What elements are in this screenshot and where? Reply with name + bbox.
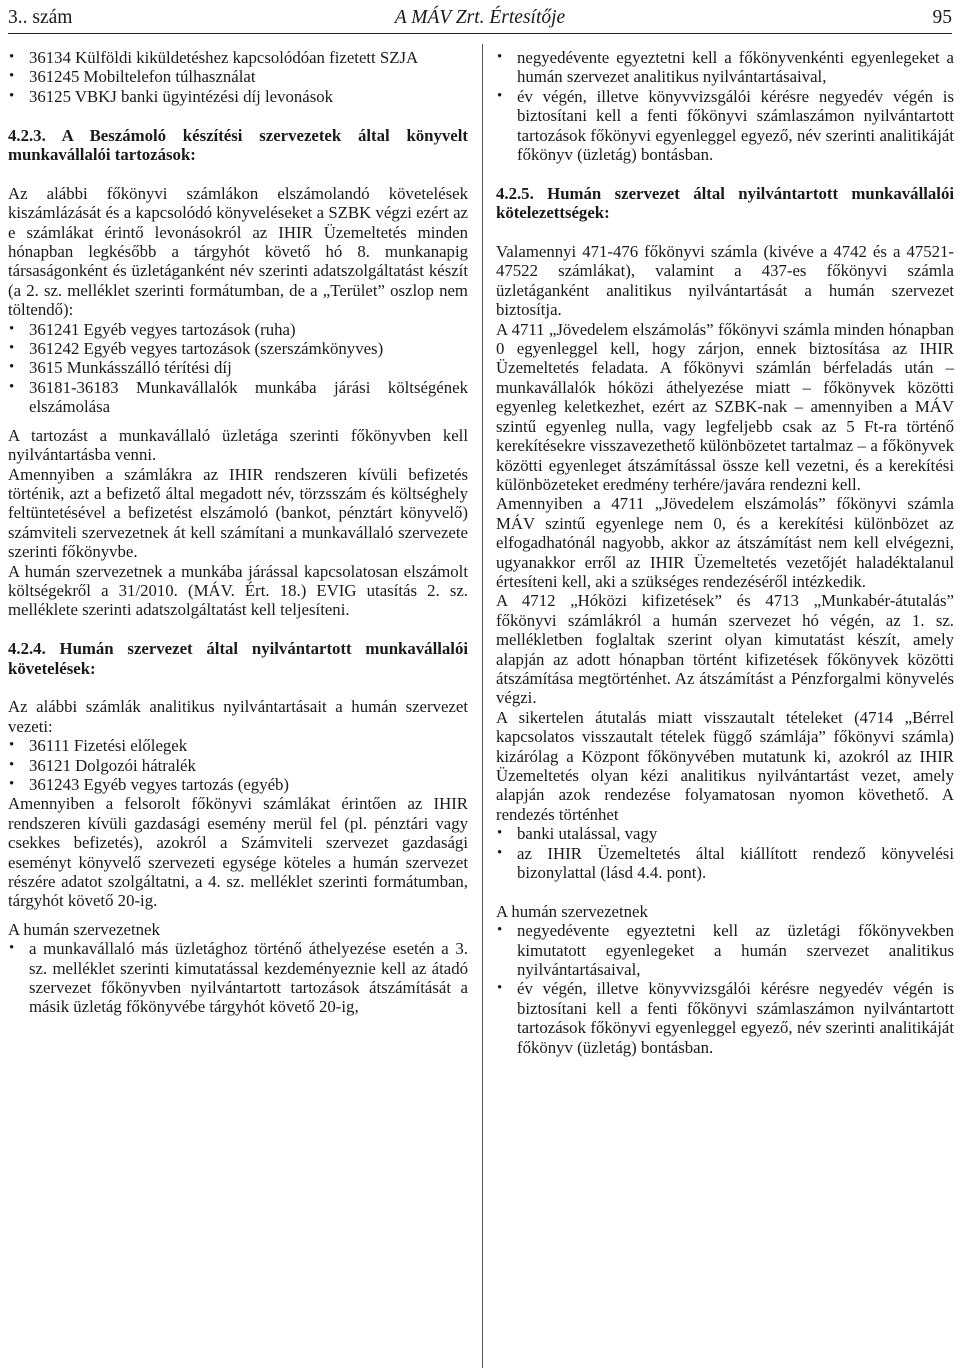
section-heading-4-2-3: 4.2.3. A Beszámoló készítési szervezetek által könyvelt munkavállalói tartozások:	[8, 125, 468, 165]
list-item: • 36134 Külföldi kiküldetéshez kapcsolódóan fizetett SZJA	[8, 48, 468, 67]
paragraph: A humán szervezetnek	[496, 901, 648, 921]
paragraph: A tartozást a munkavállaló üzletága szerinti főkönyvben kell nyilvántartásba venni.	[8, 425, 468, 465]
paragraph: Az alábbi főkönyvi számlákon elszámolandó követelések kiszámlázását és a kapcsolódó könyveléseket a SZBK végzi ezért az e számlákat érintő levonásokról az IHIR Üzemeltetés minden hónapban legkésőbb a tárgyhót követő hó 8. munkanapig társaságonként és üzletáganként név szerinti adatszolgáltatást készít (a 2. sz. melléklet szerinti formátumban, de a „Terület” oszlop nem töltendő):	[8, 183, 468, 320]
bullet-list	[8, 939, 468, 1017]
list-item: • 3615 Munkásszálló térítési díj	[8, 358, 468, 377]
list-item: • banki utalással, vagy	[496, 824, 954, 843]
list-item: • 361245 Mobiltelefon túlhasználat	[8, 67, 468, 86]
bullet-list	[8, 48, 468, 106]
page-number: 95	[932, 7, 952, 28]
issue-number: 3.. szám	[8, 7, 73, 28]
paragraph: Valamennyi 471-476 főkönyvi számla (kivéve a 4742 és a 47521-47522 számlákat), valamint a 437-es főkönyvi számla üzletáganként analitikus nyilvántartását a humán szervezet biztosítja.	[496, 242, 954, 320]
bullet-list	[8, 736, 468, 794]
right-column	[496, 48, 954, 1057]
list-item: • év végén, illetve könyvvizsgálói kérésre negyedév végén is biztosítani kell a fenti főkönyvi számlaszámon nyilvántartott tartozások főkönyvi egyenleggel egyező, név szerinti analitikáját főkönyv (üzletág) bontásban.	[496, 979, 954, 1057]
paragraph: A humán szervezetnek	[8, 919, 160, 939]
column-divider	[482, 44, 483, 1368]
paragraph: Az alábbi számlák analitikus nyilvántartásait a humán szervezet vezeti:	[8, 697, 468, 736]
bullet-list	[8, 320, 468, 417]
header-rule	[8, 33, 952, 34]
paragraph: A 4711 „Jövedelem elszámolás” főkönyvi számla minden hónapban 0 egyenleggel kell, hogy zárjon, ennek biztosítása az IHIR Üzemeltetés feladata. A főkönyvi számlán bérfeladás után – munkavállalók hóközi áthelyezése miatt – főkönyvek közötti egyenleg keletkezhet, ezért az SZBK-nak – amennyiben a MÁV szintű egyenleg nulla, vagy legfeljebb csak az 5 Ft-ra történő kerekítésekre visszavezethető különbözetet tartalmaz – a főkönyvek közötti egyenleget átszámítással össze kell vezetni, és a kerekítési különbözeteket eredmény terhére/javára rendezni kell.	[496, 319, 954, 494]
left-column	[8, 48, 468, 1017]
paragraph: Amennyiben a számlákra az IHIR rendszeren kívüli befizetés történik, azt a befizető által megadott név, törzsszám és költséghely feltüntetésével a befizetést elszámoló (bankot, pénztárt könyvelő) számviteli szervezetnek át kell számítani a munkavállaló szervezete szerinti főkönyvbe.	[8, 464, 468, 562]
section-heading-4-2-5: 4.2.5. Humán szervezet által nyilvántartott munkavállalói kötelezettségek:	[496, 183, 954, 223]
list-item: • év végén, illetve könyvvizsgálói kérésre negyedév végén is biztosítani kell a fenti főkönyvi számlaszámon nyilvántartott tartozások főkönyvi egyenleggel egyező, név szerinti analitikáját főkönyv (üzletág) bontásban.	[496, 87, 954, 165]
section-heading-4-2-4: 4.2.4. Humán szervezet által nyilvántartott munkavállalói követelések:	[8, 639, 468, 678]
paragraph: Amennyiben a 4711 „Jövedelem elszámolás” főkönyvi számla MÁV szintű egyenlege nem 0, és a kerekítési különbözet az elfogadhatónál nagyobb, akkor az átszámítást nem kell elvégezni, ugyanakkor erről az IHIR Üzemeltetés vezetőjét haladéktalanul értesíteni kell, aki a szükséges rendezéséről intézkedik.	[496, 494, 954, 591]
list-item: • 36125 VBKJ banki ügyintézési díj levonások	[8, 87, 468, 106]
paragraph: A sikertelen átutalás miatt visszautalt tételeket (4714 „Bérrel kapcsolatos visszautalt tételek függő számlája” főkönyvi számla) kizárólag a Központ főkönyvében mutatunk ki, azokról az IHIR Üzemeltetés olyan kézi analitikus nyilvántartást vezet, amely alapján azok rendezése folyamatosan nyomon követhető. A rendezés történhet	[496, 707, 954, 824]
list-item: • 361241 Egyéb vegyes tartozások (ruha)	[8, 320, 468, 339]
paragraph: Amennyiben a felsorolt főkönyvi számlákat érintően az IHIR rendszeren kívüli gazdasági esemény merül fel (pl. pénztári vagy csekkes befizetés), azokról a Számviteli szervezet gazdasági eseményt könyvelő szervezeti egysége köteles a humán szervezet részére adatot szolgáltatni, a 4. sz. melléklet szerinti formátumban, tárgyhót követő 20-ig.	[8, 794, 468, 911]
publication-title: A MÁV Zrt. Értesítője	[394, 7, 566, 28]
list-item: • az IHIR Üzemeltetés által kiállított rendező könyvelési bizonylattal (lásd 4.4. pont).	[496, 844, 954, 883]
bullet-list	[496, 824, 954, 882]
bullet-list	[496, 48, 954, 164]
bullet-list	[496, 921, 954, 1057]
paragraph: A 4712 „Hóközi kifizetések” és 4713 „Munkabér-átutalás” főkönyvi számlákról a humán szervezet hó végén, az 1. sz. mellékletben foglaltak szerint olyan kimutatást készít, amely alapján az adott hónapban történt kifizetések főkönyvek közötti átszámítása megtörténhet. Az átszámítást a Pénzforgalmi könyvelés végzi.	[496, 591, 954, 708]
list-item: • 36121 Dolgozói hátralék	[8, 756, 468, 775]
list-item: • 36181-36183 Munkavállalók munkába járási költségének elszámolása	[8, 378, 468, 417]
list-item: • negyedévente egyeztetni kell a főkönyvenkénti egyenlegeket a humán szervezet analitikus nyilvántartásaival,	[496, 48, 954, 87]
list-item: • 361243 Egyéb vegyes tartozás (egyéb)	[8, 775, 468, 794]
list-item: • negyedévente egyeztetni kell az üzletági főkönyvekben kimutatott egyenlegeket a humán szervezet analitikus nyilvántartásaival,	[496, 921, 954, 979]
running-header	[8, 6, 952, 30]
list-item: • a munkavállaló más üzletághoz történő áthelyezése esetén a 3. sz. melléklet szerinti kimutatással kezdeményeznie kell az átadó szervezet főkönyvben nyilvántartott tartozások átszámítását a másik üzletág főkönyvébe tárgyhót követő 20-ig,	[8, 939, 468, 1017]
list-item: • 36111 Fizetési előlegek	[8, 736, 468, 755]
paragraph: A humán szervezetnek a munkába járással kapcsolatosan elszámolt költségekről a 31/2010. (MÁV. Ért. 18.) EVIG utasítás 2. sz. melléklete szerinti adatszolgáltatást kell teljesíteni.	[8, 561, 468, 620]
list-item: • 361242 Egyéb vegyes tartozások (szerszámkönyves)	[8, 339, 468, 358]
